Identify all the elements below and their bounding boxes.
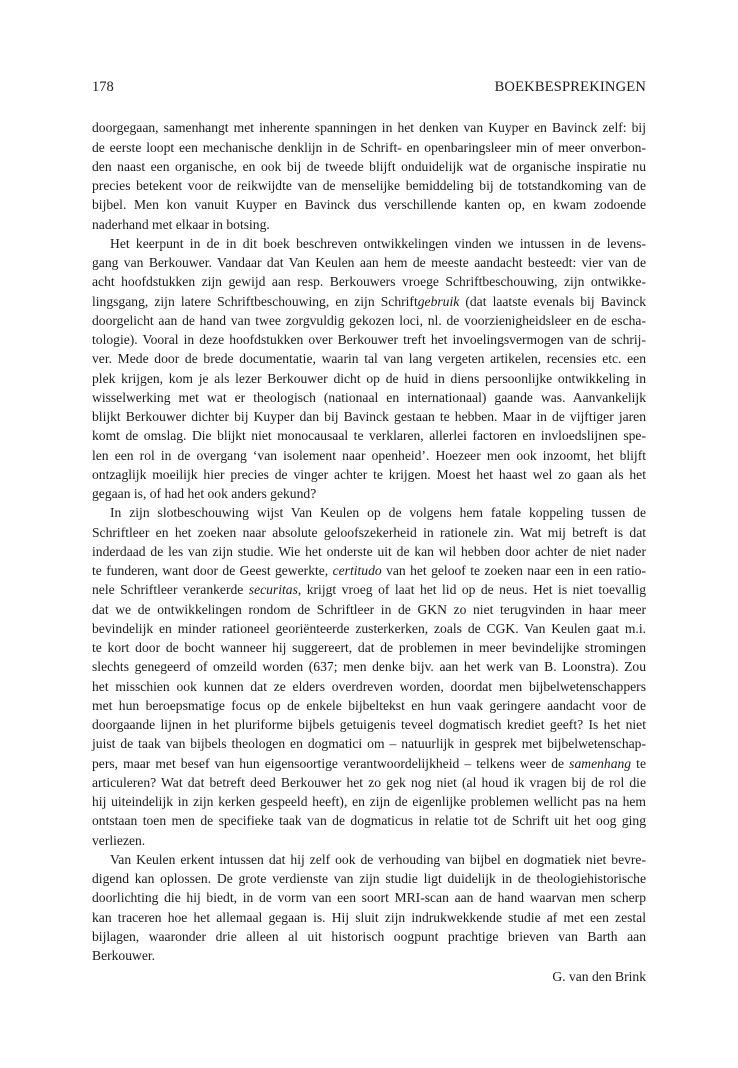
text-line: ontzaglijk moeilijk hier precies de vinger achter te krijgen. Moest het haast wel zo gaan als het	[92, 466, 646, 482]
text-line: gang van Berkouwer. Vandaar dat Van Keulen aan hem de meeste aandacht besteedt: vier van de	[92, 255, 646, 270]
text-line: den naast een organische, en ook bij de tweede blijft onduidelijk wat de organische inspiratie nu	[92, 158, 646, 174]
text-line: nele Schriftleer verankerde securitas, krijgt vroeg of laat het lid op de neus. Het is niet toevallig	[92, 582, 646, 598]
text-line: slechts genegeerd of omzeild worden (637; men denke bijv. aan het werk van B. Loonstra). Zou	[92, 659, 646, 675]
paragraph-3	[92, 503, 646, 850]
book-page	[92, 78, 646, 987]
text-line: naderhand met elkaar in botsing.	[92, 216, 270, 232]
text-line: doorgaande lijnen in het pluriforme bijbels getuigenis teveel dogmatisch krediet geeft? Is het niet	[92, 717, 646, 732]
text-line: doorlichting die hij biedt, in de vorm van een soort MRI-scan aan de hand waarvan men scherp	[92, 890, 646, 906]
text-line: kan traceren hoe het allemaal gegaan is. Hij sluit zijn indrukwekkende studie af met een zestal	[92, 909, 646, 925]
text-line: In zijn slotbeschouwing wijst Van Keulen op de volgens hem fatale koppeling tussen de	[110, 505, 646, 521]
text-line: juist de taak van bijbels theologen en dogmatici om – natuurlijk in gesprek met bijbelwetenschap-	[92, 736, 646, 752]
text-line: hij uiteindelijk in zijn kerken gespeeld heeft), en zijn de eigenlijke problemen wellicht pas na hem	[92, 794, 646, 809]
paragraph-4	[92, 850, 646, 966]
italic-term: certitudo	[332, 563, 382, 578]
text-line: blijkt Berkouwer dichter bij Kuyper dan bij Bavinck gestaan te hebben. Maar in de vijftiger jaren	[92, 409, 646, 424]
text-line: het misschien ook kunnen dat ze elders overdreven worden, doordat men bijbelwetenschappers	[92, 678, 646, 694]
text-line: dat we de ontwikkelingen rondom de Schriftleer in de GKN zo niet terugvinden in haar meer	[92, 601, 646, 617]
text-line: tologie). Vooral in deze hoofdstukken over Berkouwer treft het invoelingsvermogen van de schrij-	[92, 332, 646, 347]
text-line: bijbel. Men kon vanuit Kuyper en Bavinck dus verschillende kanten op, en kwam zodoende	[92, 197, 646, 213]
text-line: acht hoofdstukken zijn gewijd aan resp. Berkouwers vroege Schriftbeschouwing, zijn ontwikke-	[92, 274, 646, 290]
reviewer-signature: G. van den Brink	[552, 969, 646, 985]
text-line: lingsgang, zijn latere Schriftbeschouwing, en zijn Schriftgebruik (dat laatste evenals bij Bavinck	[92, 293, 646, 309]
text-line: verliezen.	[92, 832, 146, 848]
text-line: doorgegaan, samenhangt met inherente spanningen in het denken van Kuyper en Bavinck zelf: bij	[92, 120, 646, 136]
text-line: komt de omslag. Die blijkt niet monocausaal te verklaren, allerlei factoren en invloedslijnen spe-	[92, 428, 646, 444]
running-header	[92, 78, 646, 97]
text-line: plek krijgen, kom je als lezer Berkouwer dicht op de huid in diens persoonlijke ontwikkeling in	[92, 370, 646, 386]
text-line: bijlagen, waaronder drie alleen al uit historisch oogpunt prachtige brieven van Barth aan	[92, 928, 646, 944]
text-line: ver. Mede door de brede documentatie, waarin tal van lang vergeten artikelen, recensies etc. een	[92, 351, 646, 367]
text-line: de eerste loopt een mechanische denklijn in de Schrift- en openbaringsleer min of meer onverbon-	[92, 139, 646, 155]
italic-term: gebruik	[417, 293, 460, 309]
text-line: inderdaad de les van zijn studie. Wie het onderste uit de kan wil hebben door achter de niet nader	[92, 543, 646, 559]
text-line: te kort door de bocht wanneer hij suggereert, dat de problemen in meer bevindelijke stromingen	[92, 640, 646, 655]
text-line: bevindelijk en minder rationeel georiënteerde zusterkerken, zoals de CGK. Van Keulen gaat m.i.	[92, 620, 646, 636]
text-line: len een rol in de overgang ‘van isolement naar openheid’. Hoezeer men ook inzoomt, het blijft	[92, 447, 646, 463]
text-line: wisselwerking met wat er theologisch (nationaal en internationaal) gaande was. Aanvankelijk	[92, 389, 646, 405]
text-line: met hun beroepsmatige focus op de enkele bijbeltekst en hun vaak geringere aandacht voor de	[92, 697, 646, 713]
text-line: digend kan oplossen. De grote verdienste van zijn studie ligt duidelijk in de theologiehistorische	[92, 871, 646, 886]
text-line: precies betekent voor de reikwijdte van de menselijke bemiddeling bij de totstandkoming van de	[92, 178, 646, 193]
text-line: Het keerpunt in de in dit boek beschreven ontwikkelingen vinden we intussen in de levens-	[110, 235, 646, 251]
text-line: Schriftleer en het zoeken naar absolute geloofszekerheid in rationele zin. Wat mij betreft is dat	[92, 524, 646, 540]
text-line: articuleren? Wat dat betreft deed Berkouwer het zo gek nog niet (al houd ik vragen bij de rol die	[92, 774, 646, 790]
text-line: pers, maar met besef van hun eigensoortige verantwoordelijkheid – telkens weer de samenhang te	[92, 755, 646, 771]
italic-term: securitas	[248, 582, 298, 598]
text-line: te funderen, want door de Geest gewerkte, certitudo van het geloof te zoeken naar een in een ratio-	[92, 563, 646, 578]
page-number: 178	[92, 79, 114, 95]
paragraph-2	[92, 234, 646, 504]
italic-term: samenhang	[569, 755, 632, 771]
text-line: Van Keulen erkent intussen dat hij zelf ook de verhouding van bijbel en dogmatiek niet bevre-	[110, 851, 646, 867]
text-line: doorgelicht aan de hand van twee zorgvuldig gekozen loci, nl. de voorzienigheidsleer en de escha-	[92, 312, 646, 328]
text-line: gegaan is, of had het ook anders gekund?	[92, 486, 317, 501]
text-line: Berkouwer.	[92, 948, 156, 963]
text-line: ontstaan toen men de specifieke taak van de dogmaticus in relatie tot de Schrift uit het oog ging	[92, 813, 646, 829]
running-title: BOEKBESPREKINGEN	[494, 79, 646, 95]
paragraph-1	[92, 118, 646, 234]
